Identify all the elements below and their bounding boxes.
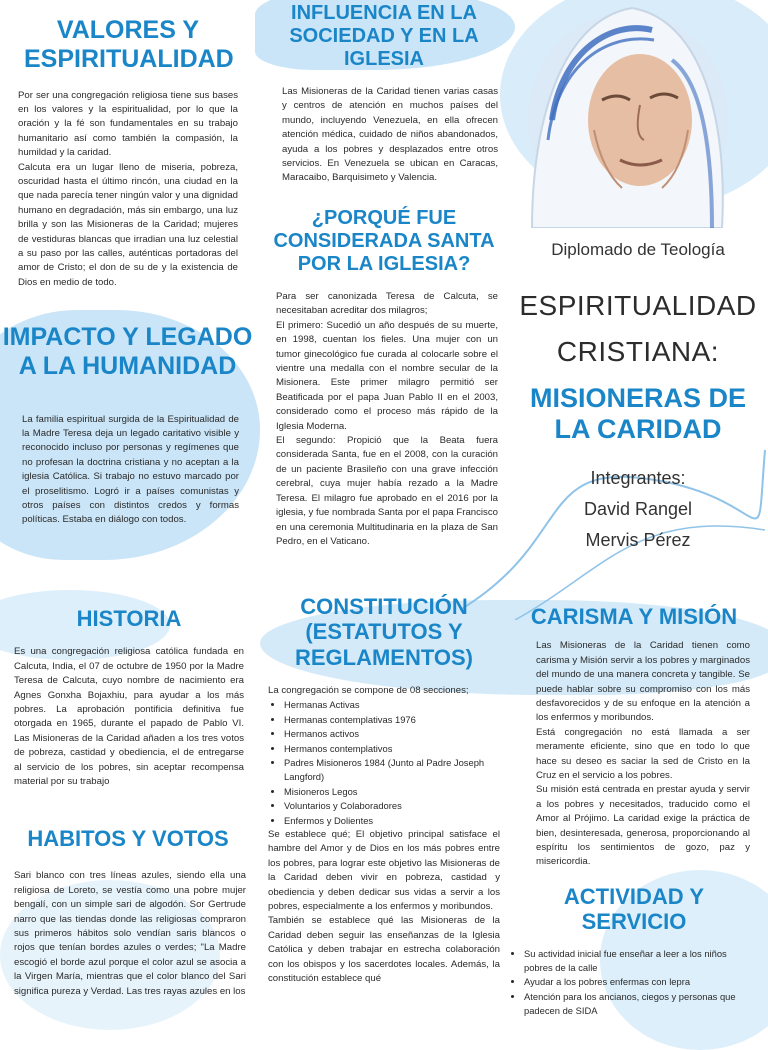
constitucion-intro: La congregación se compone de 08 secciones; [268, 684, 469, 696]
list-item: • Hermanos contemplativos [284, 742, 500, 756]
historia-title: HISTORIA [76, 606, 182, 631]
list-item: • Misioneros Legos [284, 785, 500, 799]
porque-panel [268, 207, 500, 549]
porque-body: Para ser canonizada Teresa de Calcuta, se necesitaban acreditar dos milagros; El primero: Sucedió un año después de su muerte, en 1998, cuentan los fieles. Una mujer con un tumor ginecológico fue curada al colocarle sobre el vientre una medalla con el nombre secular de la Misionera. Este primer milagro permitió ser Beatificada por el papa Juan Pablo II en el 2003, considerado como el proceso más rápido de la Iglesia Moderna. El segundo: Propició que la Beata fuera considerada Santa, fue en el 2008, con la curación de un paciente Brasileño con una grave infección cerebral, cuya mujer había rezado a la Madre Teresa. El milagro fue aprobado en el 2016 por la iglesia, y fue nombrada Santa por el papa Francisco en una ceremonia Multitudinaria en la plaza de San Pedro, en el Vaticano. [276, 291, 498, 547]
list-item: • Hermanas contemplativas 1976 [284, 713, 500, 727]
habitos-panel [10, 826, 246, 999]
impacto-title: IMPACTO Y LEGADO A LA HUMANIDAD [2, 323, 253, 380]
impacto-panel [0, 323, 255, 528]
influencia-panel [268, 2, 500, 186]
cover-subtitle: MISIONERAS DE LA CARIDAD [529, 383, 747, 445]
carisma-panel [516, 604, 752, 870]
habitos-body: Sari blanco con tres líneas azules, siendo ella una religiosa de Loreto, se vestía como una pobre mujer bengalí, con un simple sari de algodón. Sor Gertrude narro que las tiendas donde las religiosas compraron sus primeros hábitos solo vendían saris blancos o rojos que tenían bordes azules o verdes; "La Madre escogió el borde azul porque el color azul se asocia a la Virgen María, mientras que el color blanco del Sari significa pureza y Verdad. Las tres rayas azules en los [14, 870, 246, 997]
carisma-title: CARISMA Y MISIÓN [530, 604, 738, 629]
habitos-title: HABITOS Y VOTOS [27, 826, 229, 851]
actividad-title: ACTIVIDAD Y SERVICIO [563, 884, 705, 935]
influencia-title: INFLUENCIA EN LA SOCIEDAD Y EN LA IGLESIA [289, 2, 479, 70]
list-item: • Padres Misioneros 1984 (Junto al Padre Joseph Langford) [284, 756, 500, 785]
decorative-swirl [455, 420, 768, 620]
list-item: • Hermanas Activas [284, 698, 500, 712]
actividad-panel [516, 884, 752, 1019]
historia-panel [14, 606, 244, 789]
member-name: David Rangel [583, 499, 693, 519]
historia-body: Es una congregación religiosa católica fundada en Calcuta, India, el 07 de octubre de 1950 por la Madre Teresa de Calcuta, cuyo nombre de nacimiento era Agnes Gonxha Bojaxhiu, para ayudar a los más pobres. La aprobación pontificia definitiva fue otorgada en 1965, durante el papado de Pablo VI. Las Misioneras de la Caridad añaden a los tres votos de pobreza, castidad y obediencia, el de entregarse al servicio de los pobres, sin aceptar recompensa material por su trabajo [14, 646, 244, 787]
list-item: • Su actividad inicial fue enseñar a leer a los niños pobres de la calle [524, 947, 752, 976]
member-name: Mervis Pérez [585, 530, 691, 550]
constitucion-body: Se establece qué; El objetivo principal satisface el hambre del Amor y de Dios en los más pobres entre los pobres, para lograr este objetivo las Misioneras de la Caridad deben vivir en pobreza, castidad y obediencia y deben dedicar sus vidas a servir a los pobres, especialmente a los enfermos y moribundos. También se establece qué las Misioneras de la Caridad deben seguir las enseñanzas de la Iglesia Católica y deben trabajar en estrecha colaboración con los obispos y los sacerdotes locales. Además, la constitución establece qué [268, 828, 500, 985]
constitucion-title: CONSTITUCIÓN (ESTATUTOS Y REGLAMENTOS) [294, 594, 474, 670]
constitucion-panel [268, 594, 500, 986]
cover-title-line2: CRISTIANA: [556, 336, 720, 367]
carisma-body: Las Misioneras de la Caridad tienen como carisma y Misión servir a los pobres y marginados del mundo de una manera concreta y tangible. Se puede hablar sobre su compromiso con los más desfavorecidos y de su enfoque en la atención a los enfermos y moribundos. Está congregación no está llamada a ser meramente eficiente, sino que en todo lo que hace su deseo es saciar la sed de Cristo en la Cruz en el servicio a los pobres. Su misión está centrada en prestar ayuda y servir a los pobres y necesitados, traducido como el Amor al Prójimo. La caridad exige la práctica de bien, desinteresada, generosa, proporcionando al espíritu los sentimientos de gozo, paz y misericordia. [536, 640, 750, 868]
list-item: • Atención para los ancianos, ciegos y personas que padecen de SIDA [524, 990, 752, 1019]
impacto-body: La familia espiritual surgida de la Espiritualidad de la Madre Teresa deja un legado caritativo visible y reconocido incluso por personas y regímenes que no profesan la doctrina cristiana y no aceptan a la iglesia Católica. Si trabajo no estuvo marcado por el proselitismo. Logró ir a países comunistas y otros países con distintos credos y formas políticas. Estaba en diálogo con todos. [22, 413, 239, 526]
list-item: • Ayudar a los pobres enfermas con lepra [524, 975, 752, 989]
valores-body: Por ser una congregación religiosa tiene sus bases en los valores y la espiritualidad, por lo que la oración y la fé son fundamentales en su trabajo humanitario así como también la compasión, la humildad y la caridad. Calcuta era un lugar lleno de miseria, pobreza, oscuridad hasta el último rincón, una ciudad en la que nada parecía tener ningún valor y una dignidad humano en degradación, más sin embargo, una luz brilla y son las Misioneras de la Caridad; mujeres de vestiduras blancas que irradian una luz celestial a su paso por las calles, auténticas portadoras del amor de Cristo; el don de su de y la existencia de Dios en medio de todo. [18, 89, 238, 288]
valores-panel [18, 16, 238, 290]
list-item: • Hermanos activos [284, 727, 500, 741]
porque-title: ¿PORQUÉ FUE CONSIDERADA SANTA POR LA IGLESIA? [273, 207, 495, 275]
actividad-list [508, 947, 752, 1019]
list-item: • Voluntarios y Colaboradores [284, 799, 500, 813]
diplomado-label: Diplomado de Teología [551, 240, 725, 259]
valores-title: VALORES Y ESPIRITUALIDAD [24, 16, 234, 73]
mother-teresa-portrait [522, 0, 734, 228]
list-item: • Enfermos y Dolientes [284, 814, 500, 828]
secciones-list [268, 698, 500, 828]
influencia-body: Las Misioneras de la Caridad tienen varias casas y centros de atención en muchos países del mundo, incluyendo Venezuela, en ella ofrecen atención médica, cuidado de niños abandonados, ayuda a los pobres y desplazados entre otros servicios. En Venezuela se ubican en Caracas, Maracaibo, Barquisimeto y Valencia. [282, 86, 498, 184]
integrantes-label: Integrantes: [590, 468, 686, 488]
cover-title-line1: ESPIRITUALIDAD [519, 290, 757, 321]
